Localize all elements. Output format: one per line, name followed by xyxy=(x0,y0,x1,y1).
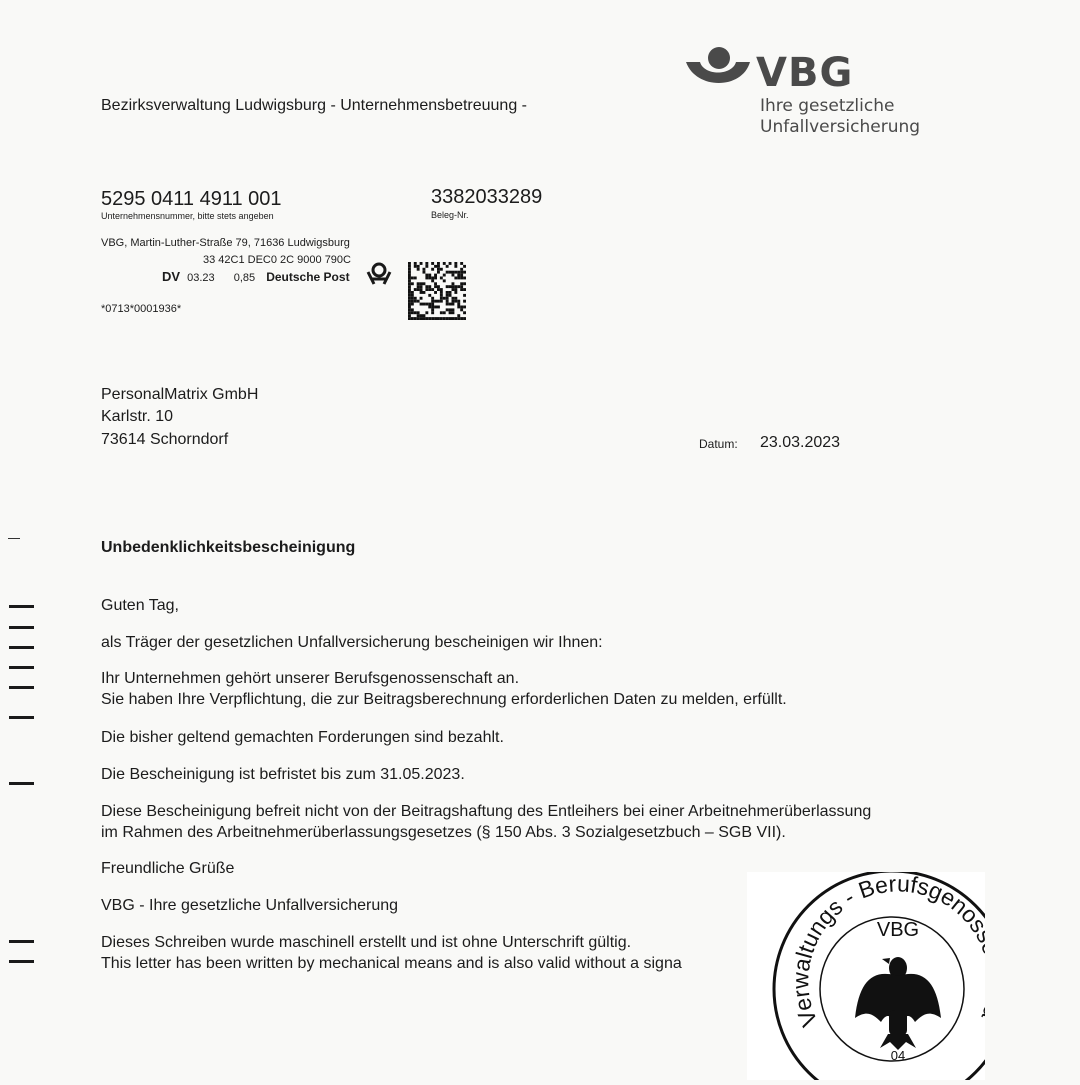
vbg-logo xyxy=(684,46,752,99)
company-number-label: Unternehmensnummer, bitte stets angeben xyxy=(101,211,274,221)
date-label: Datum: xyxy=(699,437,738,451)
recipient-street: Karlstr. 10 xyxy=(101,408,174,425)
posthorn-icon xyxy=(366,262,392,291)
membership-line-1: Ihr Unternehmen gehört unserer Berufsgenossenschaft an. xyxy=(101,670,520,687)
carrier-name: Deutsche Post xyxy=(266,270,350,284)
notice-english: This letter has been written by mechanical means and is also valid without a signa xyxy=(101,955,682,972)
liability-line-2: im Rahmen des Arbeitnehmerüberlassungsgesetzes (§ 150 Abs. 3 Sozialgesetzbuch – SGB VII). xyxy=(101,824,786,841)
logo-tagline-2: Unfallversicherung xyxy=(760,117,921,137)
seal-ring-text: Verwaltungs - Berufsgeno xyxy=(787,872,984,1031)
margin-mark xyxy=(9,940,34,943)
date-value: 23.03.2023 xyxy=(760,434,841,451)
validity-text: Die Bescheinigung ist befristet bis zum 31.05.2023. xyxy=(101,766,465,783)
margin-mark xyxy=(9,960,34,963)
eagle-icon xyxy=(855,957,941,1050)
document-number-label: Beleg-Nr. xyxy=(431,210,469,220)
dv-date: 03.23 xyxy=(187,272,215,284)
seal-center-text: VBG xyxy=(876,919,920,941)
seal-number: 04 xyxy=(890,1048,906,1063)
liability-line-1: Diese Bescheinigung befreit nicht von der Beitragshaftung des Entleihers bei einer Arbeitnehmerüberlassung xyxy=(101,803,872,820)
postage-line xyxy=(162,269,350,284)
notice-german: Dieses Schreiben wurde maschinell erstellt und ist ohne Unterschrift gültig. xyxy=(101,934,632,951)
paid-text: Die bisher geltend gemachten Forderungen sind bezahlt. xyxy=(101,729,504,746)
margin-mark xyxy=(9,626,34,629)
tracking-code: *0713*0001936* xyxy=(101,303,182,315)
margin-mark xyxy=(9,646,34,649)
margin-mark xyxy=(9,666,34,669)
postage-code: 33 42C1 DEC0 2C 9000 790C xyxy=(203,254,351,266)
company-number: 5295 0411 4911 001 xyxy=(101,188,282,210)
signature-line: VBG - Ihre gesetzliche Unfallversicherung xyxy=(101,897,399,914)
dv-label: DV xyxy=(162,269,181,284)
margin-mark xyxy=(9,716,34,719)
sender-department: Bezirksverwaltung Ludwigsburg - Unternehmensbetreuung - xyxy=(101,97,527,114)
subject-heading: Unbedenklichkeitsbescheinigung xyxy=(101,539,356,556)
fold-mark xyxy=(8,538,20,539)
document-number: 3382033289 xyxy=(431,186,543,208)
return-address: VBG, Martin-Luther-Straße 79, 71636 Ludwigsburg xyxy=(101,237,350,249)
datamatrix-code xyxy=(408,262,466,325)
membership-line-2: Sie haben Ihre Verpflichtung, die zur Beitragsberechnung erforderlichen Daten zu melden, erfüllt. xyxy=(101,691,787,708)
postage-amount: 0,85 xyxy=(233,272,256,284)
logo-tagline-1: Ihre gesetzliche xyxy=(760,96,895,116)
vbg-logo-icon xyxy=(684,46,752,94)
logo-word: VBG xyxy=(756,50,854,96)
official-seal xyxy=(747,872,985,1080)
recipient-city: 73614 Schorndorf xyxy=(101,431,229,448)
margin-mark xyxy=(9,782,34,785)
stamp-area xyxy=(747,872,985,1080)
recipient-name: PersonalMatrix GmbH xyxy=(101,386,259,403)
margin-mark xyxy=(9,605,34,608)
intro-text: als Träger der gesetzlichen Unfallversicherung bescheinigen wir Ihnen: xyxy=(101,634,603,651)
greeting: Guten Tag, xyxy=(101,597,179,614)
closing: Freundliche Grüße xyxy=(101,860,235,877)
margin-mark xyxy=(9,686,34,689)
